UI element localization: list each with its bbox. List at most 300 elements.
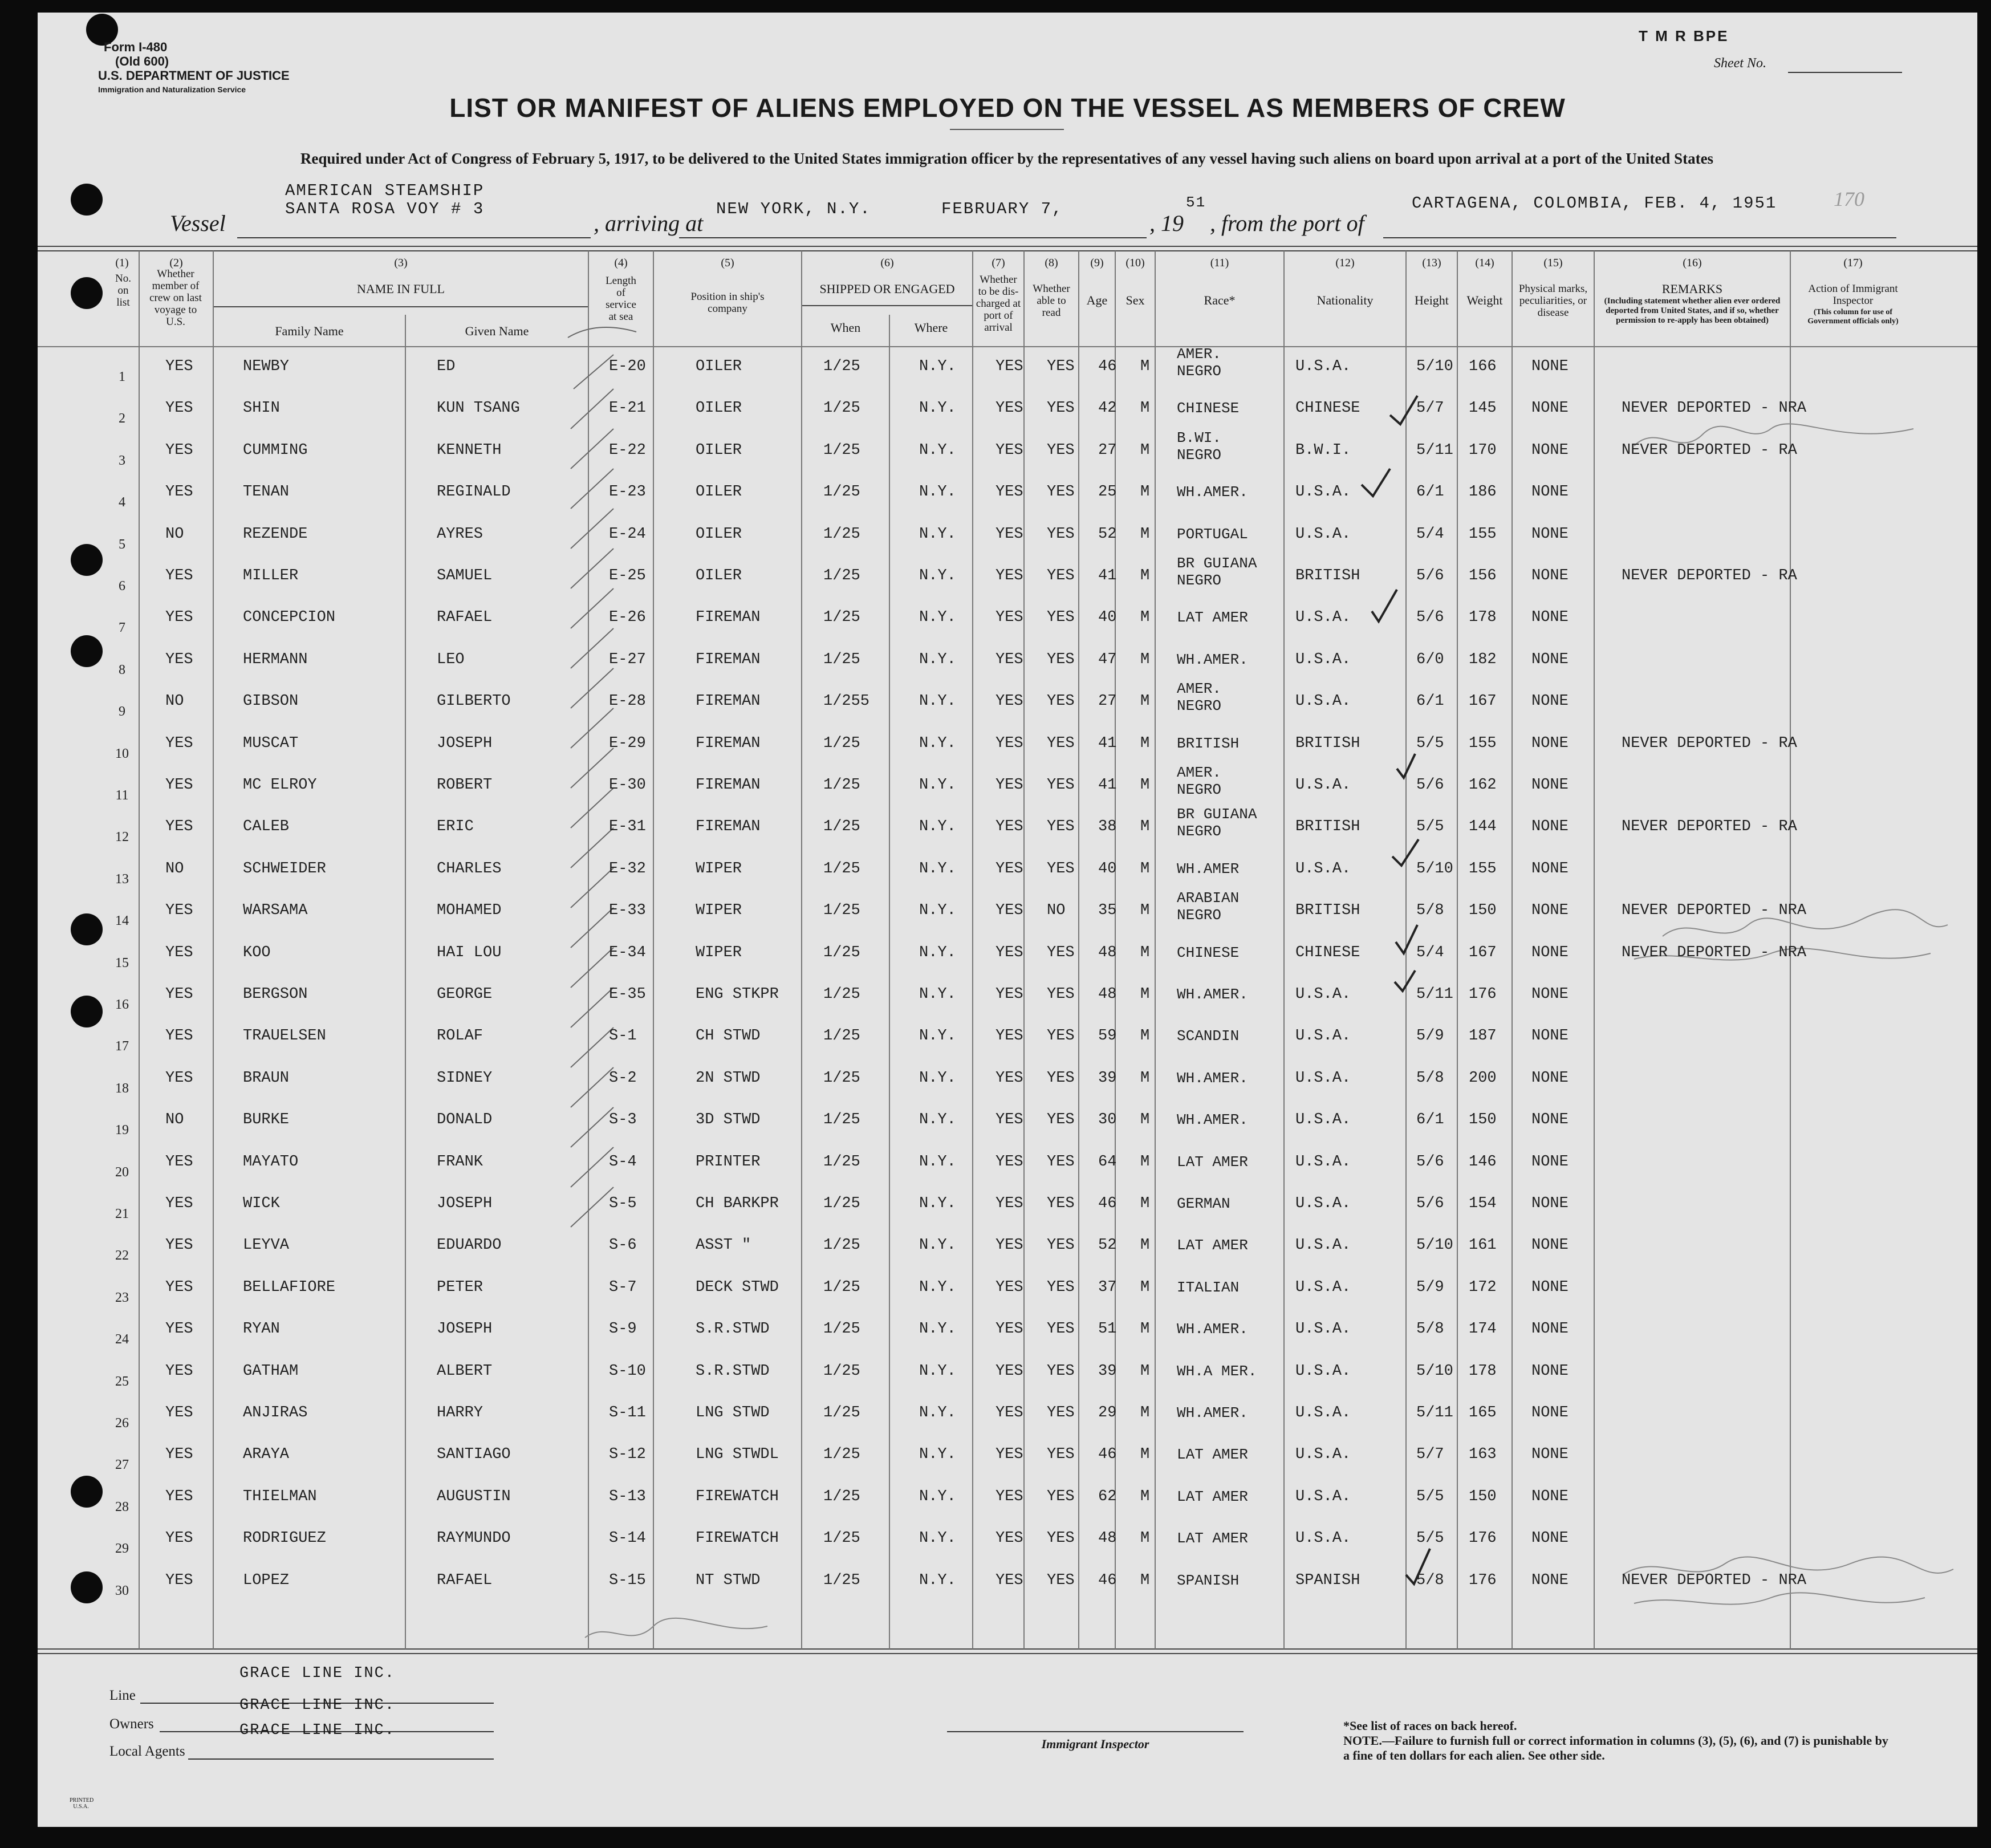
- member-last-voyage: YES: [165, 1237, 193, 1254]
- service-at-sea: E-20: [609, 358, 646, 375]
- race: AMER.: [1177, 680, 1222, 698]
- sex: M: [1140, 1069, 1150, 1087]
- nationality: U.S.A.: [1295, 1404, 1351, 1421]
- shipped-when: 1/25: [823, 1404, 860, 1421]
- height: 5/6: [1416, 1195, 1444, 1212]
- discharged-at-port: YES: [996, 1446, 1023, 1464]
- col-5-number: (5): [721, 257, 734, 269]
- nationality: BRITISH: [1295, 734, 1360, 752]
- shipped-where: N.Y.: [919, 1488, 956, 1505]
- race: LAT AMER: [1177, 1446, 1248, 1464]
- col-11-number: (11): [1210, 257, 1229, 269]
- ship-position: FIREMAN: [696, 693, 761, 710]
- remarks: NEVER DEPORTED - NRA: [1622, 944, 1807, 961]
- able-to-read: YES: [1047, 777, 1075, 794]
- ship-position: ASST ": [696, 1237, 751, 1254]
- shipped-where: N.Y.: [919, 1069, 956, 1087]
- physical-marks: NONE: [1531, 1446, 1569, 1464]
- from-port-label: , from the port of: [1210, 210, 1364, 236]
- race: NEGRO: [1177, 572, 1222, 589]
- row-number: 6: [119, 579, 125, 594]
- row-number: 25: [115, 1374, 129, 1389]
- age: 46: [1098, 1446, 1117, 1464]
- age: 46: [1098, 1195, 1117, 1212]
- weight: 167: [1469, 944, 1497, 961]
- sex: M: [1140, 777, 1150, 794]
- row-number: 29: [115, 1541, 129, 1557]
- race: AMER.: [1177, 764, 1222, 781]
- family-name: GIBSON: [243, 693, 299, 710]
- sex: M: [1140, 358, 1150, 375]
- discharged-at-port: YES: [996, 734, 1023, 752]
- shipped-where: N.Y.: [919, 567, 956, 584]
- col-17-number: (17): [1843, 257, 1863, 269]
- race: NEGRO: [1177, 446, 1222, 464]
- shipped-when: 1/25: [823, 1195, 860, 1212]
- given-name: SIDNEY: [437, 1069, 493, 1087]
- nationality: U.S.A.: [1295, 525, 1351, 543]
- col-16-header: REMARKS: [1661, 282, 1723, 296]
- member-last-voyage: YES: [165, 400, 193, 417]
- discharged-at-port: YES: [996, 1027, 1023, 1045]
- discharged-at-port: YES: [996, 1404, 1023, 1421]
- shipped-when: 1/25: [823, 1530, 860, 1548]
- act-subtitle: Required under Act of Congress of February 5, 1917, to be delivered to the United States immigration officer by the representatives of any vessel having such aliens on board upon arrival at a port of the United States: [300, 150, 1714, 167]
- shipped-when: 1/25: [823, 567, 860, 584]
- family-name: MAYATO: [243, 1153, 299, 1171]
- shipped-where: N.Y.: [919, 1530, 956, 1548]
- height: 5/5: [1416, 734, 1444, 752]
- member-last-voyage: NO: [165, 1111, 184, 1129]
- age: 52: [1098, 525, 1117, 543]
- shipped-when: 1/25: [823, 860, 860, 878]
- able-to-read: YES: [1047, 1488, 1075, 1505]
- weight: 163: [1469, 1446, 1497, 1464]
- race: SCANDIN: [1177, 1027, 1240, 1045]
- row-number: 2: [119, 411, 125, 427]
- service-at-sea: E-30: [609, 777, 646, 794]
- height: 5/11: [1416, 1404, 1453, 1421]
- able-to-read: YES: [1047, 818, 1075, 836]
- physical-marks: NONE: [1531, 1153, 1569, 1171]
- footnote: *See list of races on back hereof. NOTE.—Failure to furnish full or correct information in columns (3), (5), (6), and (7) is punishable by a fine of ten dollars for each alien. See other side.: [1343, 1719, 1888, 1762]
- nationality: U.S.A.: [1295, 358, 1351, 375]
- height: 5/6: [1416, 1153, 1444, 1171]
- given-name: PETER: [437, 1278, 483, 1296]
- nationality: SPANISH: [1295, 1571, 1360, 1589]
- shipped-when: 1/25: [823, 986, 860, 1003]
- given-name: KUN TSANG: [437, 400, 520, 417]
- sex: M: [1140, 1362, 1150, 1380]
- given-name: HARRY: [437, 1404, 483, 1421]
- age: 48: [1098, 944, 1117, 961]
- nationality: U.S.A.: [1295, 1111, 1351, 1129]
- col-14-header: Weight: [1466, 293, 1503, 307]
- weight: 146: [1469, 1153, 1497, 1171]
- age: 41: [1098, 777, 1117, 794]
- col-16-subheader: (Including statement whether alien ever ordered deported from United States, and if so, whether permission to re-apply has been obtained): [1604, 297, 1781, 325]
- physical-marks: NONE: [1531, 1069, 1569, 1087]
- discharged-at-port: YES: [996, 525, 1023, 543]
- able-to-read: YES: [1047, 1278, 1075, 1296]
- race: CHINESE: [1177, 400, 1240, 417]
- service-at-sea: S-2: [609, 1069, 637, 1087]
- service-at-sea: E-21: [609, 400, 646, 417]
- nationality: B.W.I.: [1295, 441, 1351, 459]
- age: 35: [1098, 902, 1117, 920]
- able-to-read: YES: [1047, 609, 1075, 627]
- family-name: TRAUELSEN: [243, 1027, 326, 1045]
- physical-marks: NONE: [1531, 1111, 1569, 1129]
- remarks: NEVER DEPORTED - NRA: [1622, 1571, 1807, 1589]
- weight: 176: [1469, 1571, 1497, 1589]
- age: 41: [1098, 567, 1117, 584]
- given-name: SAMUEL: [437, 567, 493, 584]
- remarks: NEVER DEPORTED - NRA: [1622, 400, 1807, 417]
- service-at-sea: S-4: [609, 1153, 637, 1171]
- able-to-read: YES: [1047, 1446, 1075, 1464]
- sex: M: [1140, 1404, 1150, 1421]
- race: WH.AMER.: [1177, 484, 1248, 501]
- sex: M: [1140, 1195, 1150, 1212]
- weight: 145: [1469, 400, 1497, 417]
- ship-position: FIREMAN: [696, 818, 761, 836]
- discharged-at-port: YES: [996, 441, 1023, 459]
- age: 59: [1098, 1027, 1117, 1045]
- member-last-voyage: YES: [165, 1069, 193, 1087]
- shipped-when: 1/25: [823, 1111, 860, 1129]
- weight: 178: [1469, 609, 1497, 627]
- service-at-sea: S-3: [609, 1111, 637, 1129]
- family-name: RODRIGUEZ: [243, 1530, 326, 1548]
- shipped-when: 1/25: [823, 1571, 860, 1589]
- given-name: KENNETH: [437, 441, 502, 459]
- ship-position: OILER: [696, 525, 742, 543]
- height: 5/8: [1416, 902, 1444, 920]
- nationality: U.S.A.: [1295, 860, 1351, 878]
- given-name: JOSEPH: [437, 1321, 493, 1338]
- shipped-when: 1/25: [823, 734, 860, 752]
- given-name: RAYMUNDO: [437, 1530, 511, 1548]
- physical-marks: NONE: [1531, 734, 1569, 752]
- physical-marks: NONE: [1531, 902, 1569, 920]
- age: 42: [1098, 400, 1117, 417]
- age: 37: [1098, 1278, 1117, 1296]
- service-at-sea: S-1: [609, 1027, 637, 1045]
- weight: 155: [1469, 860, 1497, 878]
- able-to-read: YES: [1047, 400, 1075, 417]
- weight: 167: [1469, 693, 1497, 710]
- discharged-at-port: YES: [996, 651, 1023, 668]
- physical-marks: NONE: [1531, 986, 1569, 1003]
- year-prefix: , 19: [1149, 210, 1184, 236]
- able-to-read: YES: [1047, 1530, 1075, 1548]
- row-number: 11: [115, 788, 129, 803]
- col-3-header: NAME IN FULL: [357, 282, 445, 296]
- owners-label: Owners: [109, 1716, 154, 1732]
- sex: M: [1140, 902, 1150, 920]
- physical-marks: NONE: [1531, 358, 1569, 375]
- height: 5/9: [1416, 1027, 1444, 1045]
- physical-marks: NONE: [1531, 441, 1569, 459]
- col-5-header: Position in ship's company: [690, 291, 765, 315]
- service-at-sea: E-33: [609, 902, 646, 920]
- weight: 150: [1469, 1488, 1497, 1505]
- family-name: BURKE: [243, 1111, 290, 1129]
- discharged-at-port: YES: [996, 400, 1023, 417]
- discharged-at-port: YES: [996, 693, 1023, 710]
- ship-position: CH BARKPR: [696, 1195, 779, 1212]
- physical-marks: NONE: [1531, 818, 1569, 836]
- member-last-voyage: YES: [165, 777, 193, 794]
- row-number: 21: [115, 1207, 129, 1221]
- sex: M: [1140, 818, 1150, 836]
- age: 48: [1098, 1530, 1117, 1548]
- race: LAT AMER: [1177, 1237, 1248, 1254]
- col-9-number: (9): [1090, 257, 1104, 269]
- race: PORTUGAL: [1177, 525, 1248, 543]
- given-name: RAFAEL: [437, 609, 493, 627]
- ship-position: FIREMAN: [696, 734, 761, 752]
- ship-position: OILER: [696, 400, 742, 417]
- age: 30: [1098, 1111, 1117, 1129]
- inspector-label: Immigrant Inspector: [1041, 1737, 1149, 1751]
- nationality: U.S.A.: [1295, 609, 1351, 627]
- able-to-read: YES: [1047, 1027, 1075, 1045]
- race: NEGRO: [1177, 823, 1222, 840]
- family-name: CUMMING: [243, 441, 308, 459]
- race: WH.A MER.: [1177, 1362, 1257, 1380]
- sex: M: [1140, 693, 1150, 710]
- shipped-when: 1/25: [823, 1069, 860, 1087]
- shipped-when: 1/25: [823, 441, 860, 459]
- shipped-where: N.Y.: [919, 902, 956, 920]
- ship-position: S.R.STWD: [696, 1321, 770, 1338]
- family-name: TENAN: [243, 484, 290, 501]
- member-last-voyage: YES: [165, 818, 193, 836]
- row-number: 5: [119, 537, 125, 552]
- discharged-at-port: YES: [996, 777, 1023, 794]
- row-number: 3: [119, 453, 125, 468]
- local-agents-field: [188, 1758, 494, 1760]
- height: 5/4: [1416, 944, 1444, 961]
- family-name: THIELMAN: [243, 1488, 317, 1505]
- shipped-where: N.Y.: [919, 734, 956, 752]
- col-4-number: (4): [614, 257, 628, 269]
- height: 6/0: [1416, 651, 1444, 668]
- race: LAT AMER: [1177, 1153, 1248, 1171]
- weight: 161: [1469, 1237, 1497, 1254]
- shipped-where: N.Y.: [919, 1195, 956, 1212]
- member-last-voyage: YES: [165, 1027, 193, 1045]
- nationality: CHINESE: [1295, 400, 1360, 417]
- sex: M: [1140, 1446, 1150, 1464]
- age: 29: [1098, 1404, 1117, 1421]
- shipped-where: N.Y.: [919, 818, 956, 836]
- given-name: GILBERTO: [437, 693, 511, 710]
- member-last-voyage: YES: [165, 1488, 193, 1505]
- member-last-voyage: NO: [165, 693, 184, 710]
- given-name: RAFAEL: [437, 1571, 493, 1589]
- member-last-voyage: YES: [165, 902, 193, 920]
- nationality: CHINESE: [1295, 944, 1360, 961]
- ship-position: WIPER: [696, 944, 742, 961]
- physical-marks: NONE: [1531, 525, 1569, 543]
- remarks: NEVER DEPORTED - RA: [1622, 441, 1797, 459]
- physical-marks: NONE: [1531, 1571, 1569, 1589]
- weight: 182: [1469, 651, 1497, 668]
- row-number: 18: [115, 1081, 129, 1096]
- sex: M: [1140, 484, 1150, 501]
- discharged-at-port: YES: [996, 1530, 1023, 1548]
- nationality: BRITISH: [1295, 818, 1360, 836]
- shipped-when: 1/25: [823, 609, 860, 627]
- given-name: LEO: [437, 651, 465, 668]
- race: WH.AMER.: [1177, 986, 1248, 1003]
- ship-position: FIREMAN: [696, 609, 761, 627]
- owners-company: GRACE LINE INC.: [239, 1697, 396, 1714]
- given-name: ERIC: [437, 818, 474, 836]
- line-company: GRACE LINE INC.: [239, 1665, 396, 1682]
- row-number: 7: [119, 620, 125, 636]
- weight: 156: [1469, 567, 1497, 584]
- height: 5/6: [1416, 567, 1444, 584]
- member-last-voyage: YES: [165, 441, 193, 459]
- row-number: 17: [115, 1039, 129, 1054]
- col-13-header: Height: [1415, 293, 1449, 307]
- age: 25: [1098, 484, 1117, 501]
- discharged-at-port: YES: [996, 358, 1023, 375]
- race: SPANISH: [1177, 1571, 1240, 1589]
- physical-marks: NONE: [1531, 609, 1569, 627]
- able-to-read: YES: [1047, 567, 1075, 584]
- service-at-sea: S-13: [609, 1488, 646, 1505]
- discharged-at-port: YES: [996, 1278, 1023, 1296]
- row-number: 8: [119, 662, 125, 677]
- given-name: JOSEPH: [437, 734, 493, 752]
- ship-position: OILER: [696, 358, 742, 375]
- shipped-where: N.Y.: [919, 1362, 956, 1380]
- family-name: NEWBY: [243, 358, 290, 375]
- member-last-voyage: YES: [165, 986, 193, 1003]
- family-name: MC ELROY: [243, 777, 317, 794]
- able-to-read: YES: [1047, 734, 1075, 752]
- weight: 186: [1469, 484, 1497, 501]
- member-last-voyage: YES: [165, 1278, 193, 1296]
- given-name: ROLAF: [437, 1027, 483, 1045]
- family-name: LEYVA: [243, 1237, 290, 1254]
- height: 6/1: [1416, 1111, 1444, 1129]
- family-name: WARSAMA: [243, 902, 308, 920]
- ship-position: DECK STWD: [696, 1278, 779, 1296]
- service-at-sea: E-34: [609, 944, 646, 961]
- weight: 187: [1469, 1027, 1497, 1045]
- row-number: 14: [115, 913, 129, 929]
- height: 5/10: [1416, 1362, 1453, 1380]
- discharged-at-port: YES: [996, 860, 1023, 878]
- able-to-read: YES: [1047, 1153, 1075, 1171]
- age: 40: [1098, 860, 1117, 878]
- form-code: Form I-480 (Old 600) U.S. DEPARTMENT OF JUSTICE Immigration and Naturalization Service: [98, 40, 290, 94]
- ship-position: LNG STWDL: [696, 1446, 779, 1464]
- shipped-where: N.Y.: [919, 1111, 956, 1129]
- service-at-sea: S-12: [609, 1446, 646, 1464]
- physical-marks: NONE: [1531, 1195, 1569, 1212]
- shipped-where: N.Y.: [919, 441, 956, 459]
- ship-position: FIREMAN: [696, 651, 761, 668]
- family-name: SCHWEIDER: [243, 860, 326, 878]
- able-to-read: YES: [1047, 358, 1075, 375]
- margin-note: 170: [1834, 188, 1864, 210]
- nationality: U.S.A.: [1295, 1153, 1351, 1171]
- able-to-read: YES: [1047, 484, 1075, 501]
- remarks: NEVER DEPORTED - NRA: [1622, 902, 1807, 920]
- physical-marks: NONE: [1531, 567, 1569, 584]
- service-at-sea: S-6: [609, 1237, 637, 1254]
- discharged-at-port: YES: [996, 567, 1023, 584]
- given-name: FRANK: [437, 1153, 483, 1171]
- weight: 176: [1469, 986, 1497, 1003]
- col-13-number: (13): [1422, 257, 1441, 269]
- col-10-header: Sex: [1125, 293, 1145, 307]
- able-to-read: YES: [1047, 1111, 1075, 1129]
- member-last-voyage: YES: [165, 567, 193, 584]
- sex: M: [1140, 525, 1150, 543]
- family-name: REZENDE: [243, 525, 308, 543]
- race: LAT AMER: [1177, 609, 1248, 627]
- given-name: HAI LOU: [437, 944, 502, 961]
- race: WH.AMER.: [1177, 1404, 1248, 1421]
- col-2-header: Whether member of crew on last voyage to U.S.: [149, 268, 202, 328]
- row-number: 22: [115, 1248, 129, 1264]
- height: 5/5: [1416, 1488, 1444, 1505]
- shipped-where: N.Y.: [919, 777, 956, 794]
- discharged-at-port: YES: [996, 1362, 1023, 1380]
- family-name: RYAN: [243, 1321, 280, 1338]
- nationality: U.S.A.: [1295, 651, 1351, 668]
- service-at-sea: E-35: [609, 986, 646, 1003]
- service-at-sea: S-15: [609, 1571, 646, 1589]
- remarks: NEVER DEPORTED - RA: [1622, 818, 1797, 836]
- nationality: BRITISH: [1295, 567, 1360, 584]
- height: 5/7: [1416, 1446, 1444, 1464]
- shipped-when: 1/25: [823, 400, 860, 417]
- height: 5/10: [1416, 1237, 1453, 1254]
- service-at-sea: E-24: [609, 525, 646, 543]
- physical-marks: NONE: [1531, 1404, 1569, 1421]
- age: 47: [1098, 651, 1117, 668]
- height: 5/9: [1416, 1278, 1444, 1296]
- race: GERMAN: [1177, 1195, 1230, 1212]
- shipped-when: 1/25: [823, 777, 860, 794]
- arriving-label: , arriving at: [594, 210, 704, 236]
- age: 39: [1098, 1069, 1117, 1087]
- col-10-number: (10): [1125, 257, 1145, 269]
- able-to-read: YES: [1047, 651, 1075, 668]
- shipped-when: 1/25: [823, 1237, 860, 1254]
- sex: M: [1140, 400, 1150, 417]
- race: WH.AMER.: [1177, 1111, 1248, 1129]
- able-to-read: YES: [1047, 1069, 1075, 1087]
- race: B.WI.: [1177, 429, 1222, 446]
- sex: M: [1140, 441, 1150, 459]
- col-2-number: (2): [169, 257, 183, 269]
- ship-position: 2N STWD: [696, 1069, 761, 1087]
- race: LAT AMER: [1177, 1488, 1248, 1505]
- member-last-voyage: YES: [165, 1571, 193, 1589]
- ship-position: ENG STKPR: [696, 986, 779, 1003]
- able-to-read: YES: [1047, 1404, 1075, 1421]
